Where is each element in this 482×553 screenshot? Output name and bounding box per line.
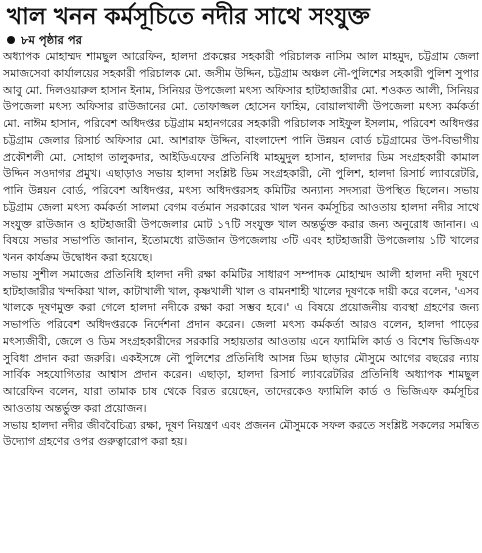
continued-from-line [7, 32, 479, 48]
body-paragraph-3: সভায় হালদা নদীর জীববৈচিত্র্য রক্ষা, দূষণ নিয়ন্ত্রণ এবং প্রজনন মৌসুমকে সফল করতে সংশ্লিষ্ট সকলের সমন্বিত উদ্যোগ গ্রহণের ওপর গুরুত্বারোপ করা হয়। [3, 418, 479, 449]
body-paragraph-1: অধ্যাপক মোহাম্মদ শামছুল আরেফিন, হালদা প্রকল্পের সহকারী পরিচালক নাসিম আল মাহমুদ, চট্টগ্রাম জেলা সমাজসেবা কার্যালয়ের সহকারী পরিচালক মো. জসীম উদ্দিন, চট্টগ্রাম অঞ্চল নৌ-পুলিশের সহকারী পুলিশ সুপার আবু মো. দিলওয়ারুল হাসান ইনাম, সিনিয়র উপজেলা মৎস্য অফিসার হাটহাজারীর মো. শওকত আলী, সিনিয়র উপজেলা মৎস্য অফিসার রাউজানের মো. তোফাজ্জল হোসেন ফাহিম, বোয়ালখালী উপজেলা মৎস্য কর্মকর্তা মো. নাঈম হাসান, পরিবেশ অধিদপ্তর চট্টগ্রাম মহানগরের সহকারী পরিচালক সাইফুল ইসলাম, পরিবেশ অধিদপ্তর চট্টগ্রাম জেলার রিসার্চ অফিসার মো. আশরাফ উদ্দিন, বাংলাদেশ পানি উন্নয়ন বোর্ড চট্টগ্রামের উপ-বিভাগীয় প্রকৌশলী মো. সোহাগ তালুকদার, আইডিএফের প্রতিনিধি মাহমুদুল হাসান, হালদার ডিম সংগ্রহকারী কামাল উদ্দিন সওদাগর প্রমুখ। এছাড়াও সভায় হালদা সংশ্লিষ্ট ডিম সংগ্রহকারী, নৌ পুলিশ, হালদা রিসার্চ ল্যাবরেটরি, পানি উন্নয়ন বোর্ড, পরিবেশ অধিদপ্তর, মৎস্য অধিদপ্তরসহ কমিটির অন্যান্য সদস্যরা উপস্থিত ছিলেন। সভায় চট্টগ্রাম জেলা মৎস্য কর্মকর্তা সালমা বেগম বর্তমান সরকারের খাল খনন কর্মসূচির আওতায় হালদা নদীর সাথে সংযুক্ত রাউজান ও হাটহাজারী উপজেলার মোট ১৭টি সংযুক্ত খাল অন্তর্ভুক্ত করার জন্য অনুরোধ জানান। এ বিষয়ে সভার সভাপতি জানান, ইতোমধ্যে রাউজান উপজেলায় ৩টি এবং হাটহাজারী উপজেলায় ১টি খালের খনন কার্যক্রম উদ্বোধন করা হয়েছে। [3, 50, 479, 264]
article-body [3, 49, 479, 451]
body-paragraph-2: সভায় সুশীল সমাজের প্রতিনিধি হালদা নদী রক্ষা কমিটির সাধারণ সম্পাদক মোহাম্মদ আলী হালদা নদী দূষণে হাটহাজারীর খন্দকিয়া খাল, কাটাখালী খাল, কৃষ্ণখালী খাল ও বামনশাহী খালের দূষণকে দায়ী করে বলেন, 'এসব খালকে দূষণমুক্ত করা গেলে হালদা নদীকে রক্ষা করা সম্ভব হবে।' এ বিষয়ে প্রয়োজনীয় ব্যবস্থা গ্রহণের জন্য সভাপতি পরিবেশ অধিদপ্তরকে নির্দেশনা প্রদান করেন। জেলা মৎস্য কর্মকর্তা আরও বলেন, হালদা পাড়ের মৎস্যজীবী, জেলে ও ডিম সংগ্রহকারীদের সরকারি সহায়তার আওতায় এনে ফ্যামিলি কার্ড ও বিশেষ ভিজিএফ সুবিধা প্রদান করা জরুরি। একইসঙ্গে নৌ পুলিশের প্রতিনিধি আসন্ন ডিম ছাড়ার মৌসুমে আগের বছরের ন্যায় সার্বিক সহযোগিতার আশ্বাস প্রদান করেন। এছাড়া, হালদা রিসার্চ ল্যাবরেটরির প্রতিনিধি অধ্যাপক শামছুল আরেফিন বলেন, যারা তামাক চাষ থেকে বিরত রয়েছেন, তাদেরকেও ফ্যামিলি কার্ড ও ভিজিএফ কর্মসূচির আওতায় অন্তর্ভুক্ত করা প্রয়োজন। [3, 267, 479, 415]
article-headline: খাল খনন কর্মসূচিতে নদীর সাথে সংযুক্ত [7, 4, 370, 30]
headline-area [3, 2, 479, 32]
bullet-icon [7, 36, 15, 44]
continued-from-label: ৮ম পৃষ্ঠার পর [21, 33, 82, 47]
